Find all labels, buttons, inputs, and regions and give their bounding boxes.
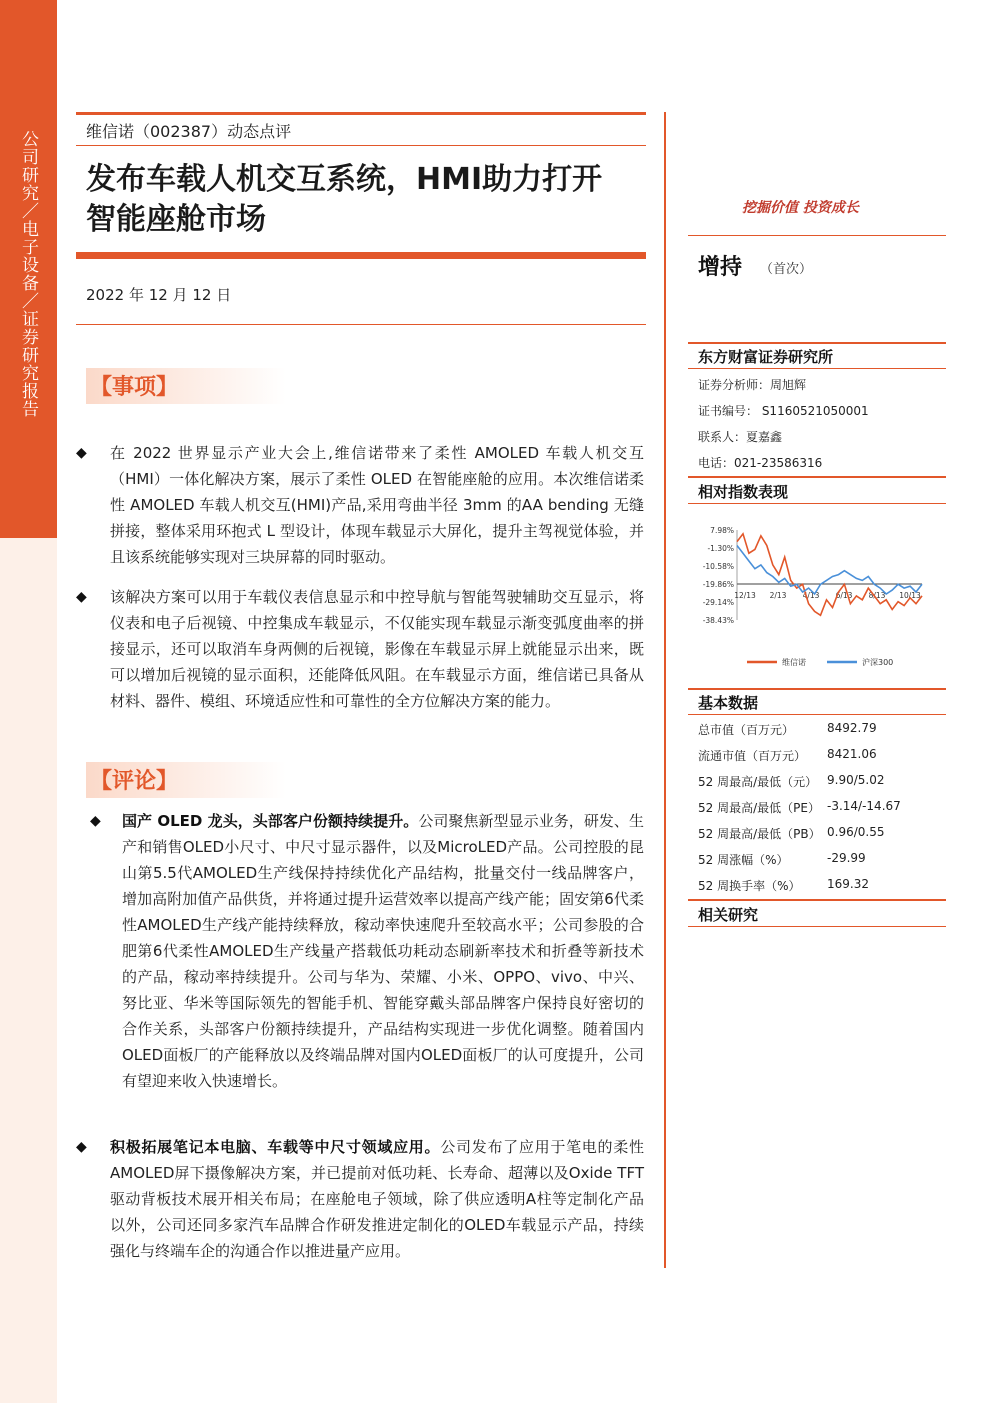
basic-data-label: 流通市值（百万元） bbox=[698, 749, 807, 763]
rating-note: （首次） bbox=[760, 262, 813, 277]
bullet-icon: ◆ bbox=[90, 813, 101, 829]
y-tick-label: -19.86% bbox=[702, 580, 734, 589]
y-tick-label: -10.58% bbox=[702, 562, 734, 571]
column-divider bbox=[664, 112, 666, 1268]
date-divider bbox=[76, 324, 646, 325]
basic-data-label: 52 周涨幅（%） bbox=[698, 853, 789, 867]
event-paragraph-2: 该解决方案可以用于车载仪表信息显示和中控导航与智能驾驶辅助交互显示，将仪表和电子后视镜、中控集成车载显示，不仅能实现车载显示渐变弧度曲率的拼接显示，还可以取消车身两侧的后视镜，影像在车载显示屏上就能显示出来，既可以增加后视镜的显示面积，还能降低风阻。在车载显示方面，维信诺已具备从材料、器件、模组、环境适应性和可靠性的全方位解决方案的能力。 bbox=[110, 588, 644, 710]
legend-label: 沪深300 bbox=[862, 658, 894, 667]
x-tick-label: 2/13 bbox=[769, 590, 787, 600]
section-title-event: 【事项】 bbox=[90, 375, 179, 400]
slogan: 挖掘价值 投资成长 bbox=[742, 200, 859, 216]
comment-2-lead: 积极拓展笔记本电脑、车载等中尺寸领域应用。 bbox=[110, 1138, 441, 1156]
basic-data-label: 52 周最高/最低（元） bbox=[698, 775, 818, 789]
comment-2-body: 公司发布了应用于笔电的柔性AMOLED屏下摄像解决方案，并已提前对低功耗、长寿命、超薄以及Oxide TFT驱动背板技术展开相关布局；在座舱电子领域，除了供应透明A柱等定制化产品以外，公司还同多家汽车品牌合作研发推进定制化的OLED车载显示产品，持续强化与终端车企的沟通合作以推进量产应用。 bbox=[110, 1138, 644, 1260]
right-rule bbox=[688, 476, 946, 478]
sidebar-band-light bbox=[0, 538, 57, 1403]
series-line-0 bbox=[737, 534, 922, 616]
series-line-1 bbox=[737, 546, 922, 595]
right-rule bbox=[688, 368, 946, 369]
report-subtitle: 维信诺（002387）动态点评 bbox=[86, 122, 292, 141]
relative-index-chart bbox=[692, 516, 942, 676]
y-tick-label: 7.98% bbox=[710, 526, 734, 535]
contact: 联系人：夏嘉鑫 bbox=[698, 430, 783, 444]
right-rule bbox=[688, 714, 946, 715]
right-rule bbox=[688, 342, 946, 344]
analyst: 证券分析师：周旭辉 bbox=[698, 378, 807, 392]
bullet-icon: ◆ bbox=[76, 1139, 87, 1155]
comment-paragraph-2 bbox=[110, 1134, 644, 1264]
x-tick-label: 4/13 bbox=[802, 590, 820, 600]
header-rule bbox=[76, 112, 646, 115]
y-tick-label: -38.43% bbox=[702, 616, 734, 625]
report-title bbox=[86, 160, 646, 240]
bullet-icon: ◆ bbox=[76, 589, 87, 605]
title-rule bbox=[76, 252, 646, 259]
title-line-1: 发布车载人机交互系统，HMI助力打开 bbox=[86, 162, 603, 197]
right-rule bbox=[688, 926, 946, 927]
right-rule bbox=[688, 899, 946, 901]
report-date: 2022 年 12 月 12 日 bbox=[86, 286, 232, 304]
basic-data-value: 169.32 bbox=[827, 877, 869, 891]
institute-name: 东方财富证券研究所 bbox=[698, 348, 834, 366]
sidebar-category: 公司研究／电子设备／证券研究报告 bbox=[18, 130, 38, 418]
basic-data-title: 基本数据 bbox=[698, 694, 759, 712]
basic-data-label: 52 周最高/最低（PB） bbox=[698, 827, 821, 841]
chart-title: 相对指数表现 bbox=[698, 483, 789, 501]
basic-data-value: 8421.06 bbox=[827, 747, 877, 761]
section-title-comment: 【评论】 bbox=[90, 769, 179, 794]
basic-data-value: -29.99 bbox=[827, 851, 866, 865]
comment-paragraph-1 bbox=[122, 808, 644, 1094]
y-tick-label: -1.30% bbox=[707, 544, 734, 553]
basic-data-value: 8492.79 bbox=[827, 721, 877, 735]
rating: 增持 bbox=[698, 255, 743, 280]
right-rule bbox=[688, 688, 946, 690]
x-tick-label: 8/13 bbox=[868, 590, 886, 600]
basic-data-label: 52 周换手率（%） bbox=[698, 879, 801, 893]
basic-data-label: 总市值（百万元） bbox=[698, 723, 795, 737]
phone: 电话：021-23586316 bbox=[698, 456, 823, 470]
header-divider bbox=[76, 145, 646, 146]
right-rule bbox=[688, 235, 946, 236]
legend-label: 维信诺 bbox=[782, 658, 806, 667]
x-tick-label: 6/13 bbox=[835, 590, 853, 600]
comment-1-lead: 国产 OLED 龙头，头部客户份额持续提升。 bbox=[122, 812, 419, 830]
basic-data-value: 0.96/0.55 bbox=[827, 825, 885, 839]
related-research-title: 相关研究 bbox=[698, 906, 759, 924]
x-tick-label: 12/13 bbox=[734, 590, 756, 600]
event-paragraph-1: 在 2022 世界显示产业大会上,维信诺带来了柔性 AMOLED 车载人机交互（HMI）一体化解决方案，展示了柔性 OLED 在智能座舱的应用。本次维信诺柔性 AMOLED 车载人机交互(HMI)产品,采用弯曲半径 3mm 的AA bending 无缝拼接，整体采用环抱式 L 型设计，体现车载显示大屏化，提升主驾视觉体验，并且该系统能够实现对三块屏幕的同时驱动。 bbox=[110, 444, 644, 566]
bullet-icon: ◆ bbox=[76, 445, 87, 461]
y-tick-label: -29.14% bbox=[702, 598, 734, 607]
basic-data-value: 9.90/5.02 bbox=[827, 773, 885, 787]
basic-data-value: -3.14/-14.67 bbox=[827, 799, 901, 813]
title-line-2: 智能座舱市场 bbox=[86, 202, 266, 237]
basic-data-label: 52 周最高/最低（PE） bbox=[698, 801, 820, 815]
x-tick-label: 10/13 bbox=[899, 590, 921, 600]
cert-number: 证书编号： S1160521050001 bbox=[698, 404, 869, 418]
comment-1-body: 公司聚焦新型显示业务，研发、生产和销售OLED小尺寸、中尺寸显示器件，以及MicroLED产品。公司控股的昆山第5.5代AMOLED生产线保持持续优化产品结构，批量交付一线品牌客户，增加高附加值产品供货，并将通过提升运营效率以提高产线产能；固安第6代柔性AMOLED生产线产能持续释放，稼动率快速爬升至较高水平；公司参股的合肥第6代柔性AMOLED生产线量产搭载低功耗动态刷新率技术和折叠等新技术的产品，稼动率持续提升。公司与华为、荣耀、小米、OPPO、vivo、中兴、努比亚、华米等国际领先的智能手机、智能穿戴头部品牌客户保持良好密切的合作关系，头部客户份额持续提升，产品结构实现进一步优化调整。随着国内OLED面板厂的产能释放以及终端品牌对国内OLED面板厂的认可度提升，公司有望迎来收入快速增长。 bbox=[122, 812, 644, 1090]
right-rule bbox=[688, 503, 946, 504]
